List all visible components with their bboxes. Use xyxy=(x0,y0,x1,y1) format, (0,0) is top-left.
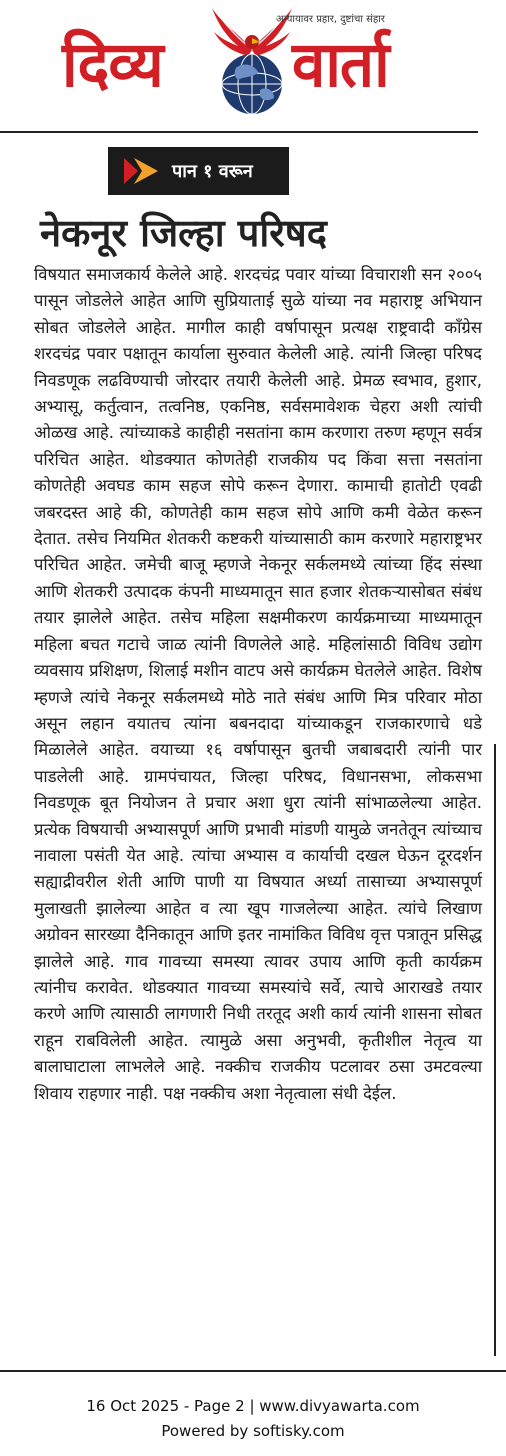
article-body: विषयात समाजकार्य केलेले आहे. शरदचंद्र पवार यांच्या विचाराशी सन २००५ पासून जोडलेले आहेत आणि सुप्रियाताई सुळे यांच्या नव महाराष्ट्र अभियान सोबत जोडलेले आहेत. मागील काही वर्षापासून प्रत्यक्ष राष्ट्रवादी काँग्रेस शरदचंद्र पवार पक्षातून कार्याला सुरुवात केलेली आहे. त्यांनी जिल्हा परिषद निवडणूक लढविण्याची जोरदार तयारी केलेली आहे. प्रेमळ स्वभाव, हुशार, अभ्यासू, कर्तुत्वान, तत्वनिष्ठ, एकनिष्ठ, सर्वसमावेशक चेहरा अशी त्यांची ओळख आहे. त्यांच्याकडे काहीही नसतांना काम करणारा तरुण म्हणून सर्वत्र परिचित आहेत. थोडक्यात कोणतेही राजकीय पद किंवा सत्ता नसतांना कोणतेही अवघड काम सहज सोपे करून देणारा. कामाची हातोटी एवढी जबरदस्त आहे की, कोणतेही काम सहज सोपे आणि कमी वेळेत करून देतात. तसेच नियमित शेतकरी कष्टकरी यांच्यासाठी काम करणारे महाराष्ट्रभर परिचित आहेत. जमेची बाजू म्हणजे नेकनूर सर्कलमध्ये त्यांच्या हिंद संस्था आणि शेतकरी उत्पादक कंपनी माध्यमातून सात हजार शेतकऱ्यासोबत संबंध तयार झालेले आहेत. तसेच महिला सक्षमीकरण कार्यक्रमाच्या माध्यमातून महिला बचत गटाचे जाळ त्यांनी विणलेले आहे. महिलांसाठी विविध उद्योग व्यवसाय प्रशिक्षण, शिलाई मशीन वाटप असे कार्यक्रम घेतलेले आहेत. विशेष म्हणजे त्यांचे नेकनूर सर्कलमध्ये मोठे नाते संबंध आणि मित्र परिवार मोठा असून लहान वयातच त्यांना बबनदादा यांच्याकडून राजकारणाचे धडे मिळालेले आहेत. वयाच्या १६ वर्षापासून बुतची जबाबदारी त्यांनी पार पाडलेली आहे. ग्रामपंचायत, जिल्हा परिषद, विधानसभा, लोकसभा निवडणूक बूत नियोजन ते प्रचार अशा धुरा त्यांनी सांभाळलेल्या आहेत. प्रत्येक विषयाची अभ्यासपूर्ण आणि प्रभावी मांडणी यामुळे जनतेतून त्यांच्याच नावाला पसंती येत आहे. त्यांचा अभ्यास व कार्याची दखल घेऊन दूरदर्शन सह्याद्रीवरील शेती आणि पाणी या विषयात अर्ध्या तासाच्या अभ्यासपूर्ण मुलाखती झालेल्या आहेत व त्या खूप गाजलेल्या आहेत. त्यांचे लिखाण अग्रोवन सारख्या दैनिकातून आणि इतर नामांकित विविध वृत्त पत्रातून प्रसिद्ध झालेले आहे. गाव गावच्या समस्या त्यावर उपाय आणि कृती कार्यक्रम त्यांनीच करावेत. थोडक्यात गावच्या समस्यांचे सर्वे, त्याचे आराखडे तयार करणे आणि त्यासाठी लागणारी निधी तरतूद अशी कार्य त्यांनी शासना सोबत राहून राबविलेली आहेत. त्यामुळे असा अनुभवी, कृतीशील नेतृत्व या बालाघाटाला लाभलेले आहे. नक्कीच राजकीय पटलावर ठसा उमटवल्या शिवाय राहणार नाही. पक्ष नक्कीच अशा नेतृत्वाला संधी देईल. xyxy=(34,265,482,1103)
article-headline: नेकनूर जिल्हा परिषद xyxy=(40,211,327,255)
footer-dateline: 16 Oct 2025 - Page 2 | www.divyawarta.com xyxy=(86,1397,420,1415)
continuation-label: पान १ वरून xyxy=(172,161,253,182)
footer-powered-by: Powered by softisky.com xyxy=(161,1422,345,1440)
bottom-divider xyxy=(0,1370,506,1372)
column-divider xyxy=(494,744,496,1356)
masthead-tagline: अन्यायावर प्रहार, दुष्टांचा संहार xyxy=(276,14,385,25)
top-divider xyxy=(0,131,478,133)
arrow-right-icon xyxy=(122,156,162,186)
continuation-badge xyxy=(108,147,289,195)
masthead xyxy=(0,0,506,120)
masthead-title-right: वार्ता xyxy=(292,28,389,102)
masthead-title-left: दिव्य xyxy=(62,28,163,102)
